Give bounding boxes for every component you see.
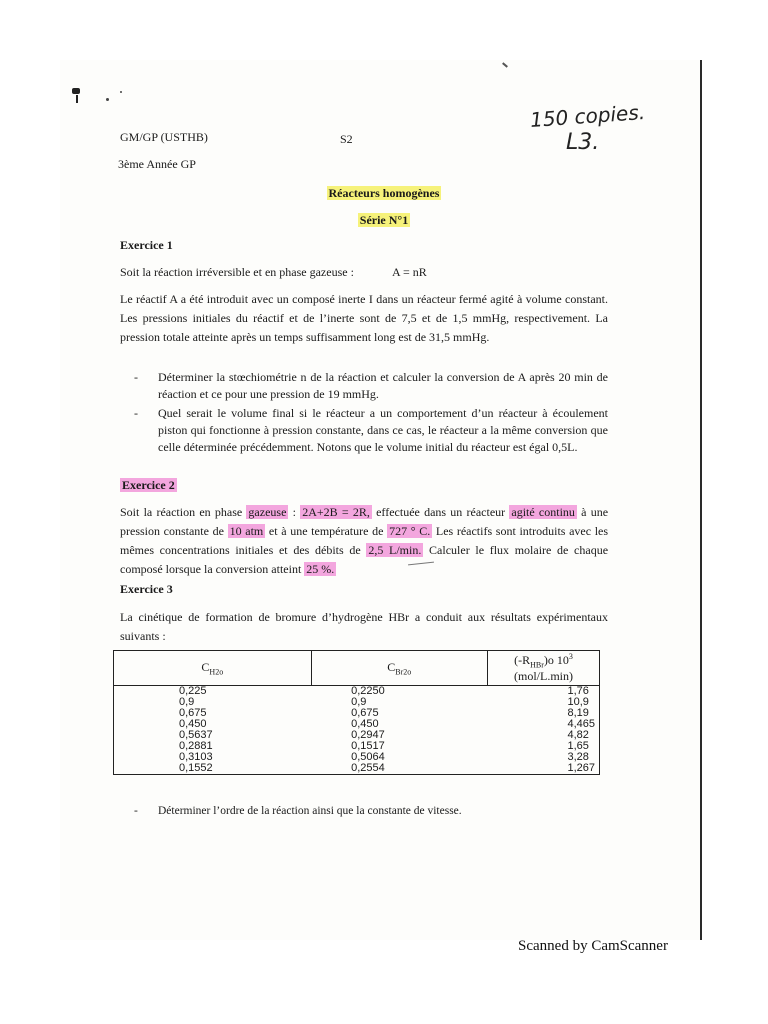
- highlight-gazeuse: gazeuse: [248, 505, 287, 519]
- page-title: Réacteurs homogènes: [328, 186, 440, 200]
- table-cell: 1,76: [567, 685, 589, 698]
- exercise3-question: [120, 803, 608, 822]
- table-cell: 10,9: [567, 696, 589, 709]
- table-cell: 0,3103: [179, 751, 213, 764]
- table-cell: 0,2881: [179, 740, 213, 753]
- semester-label: S2: [340, 132, 353, 146]
- highlight-conversion: 25 %.: [306, 562, 335, 576]
- table-cell: 0,1517: [351, 740, 385, 753]
- highlight-flow-rate: 2,5 L/min.: [368, 543, 422, 557]
- exercise3-question-item: - Déterminer l’ordre de la réaction ainsi que la constante de vitesse.: [134, 805, 462, 817]
- table-cell: 1,267: [567, 762, 595, 775]
- exercise2-heading: Exercice 2: [122, 478, 175, 492]
- table-cell: 0,1552: [179, 762, 213, 775]
- table-cell: 0,450: [179, 718, 207, 731]
- exercise1-questions: [120, 369, 608, 458]
- exercise1-question-1: - Déterminer la stœchiométrie n de la réaction et calculer la conversion de A après 20 min de réaction et ce pour une pression de 19 mmHg.: [134, 370, 608, 401]
- table-cell: 0,225: [179, 685, 207, 698]
- table-cell: 0,675: [351, 707, 379, 720]
- exercise3-paragraph: La cinétique de formation de bromure d’hydrogène HBr a conduit aux résultats expérimentaux suivants :: [120, 610, 608, 643]
- exercise1-heading: Exercice 1: [120, 238, 173, 252]
- highlight-pressure: 10 atm: [229, 524, 264, 538]
- scan-mark: [72, 88, 80, 94]
- exercise1-question-2: - Quel serait le volume final si le réacteur a un comportement d’un réacteur à écoulement piston qui fonctionne à pression constante, dans ce cas, le réacteur a la même conversion que celle déterminée précédemment. Notons que le volume initial du réacteur est égal 0,5L.: [134, 406, 608, 454]
- table-cell: 0,9: [179, 696, 195, 709]
- exercise2-paragraph: Soit la réaction en phase gazeuse : 2A+2B = 2R, effectuée dans un réacteur agité continu à une pression constante de 10 atm et à une température de 727 ° C. Les réactifs sont introduits avec les mêmes concentrations initiales et des débits de 2,5 L/min. Calculer le flux molaire de chaque composé lorsque la conversion atteint 25 %.: [120, 505, 609, 576]
- handwritten-note-copies: 150 copies.: [529, 100, 646, 132]
- scan-mark: [76, 95, 78, 103]
- table-cell: 0,450: [351, 718, 379, 731]
- table-row: [114, 763, 600, 775]
- table-cell: 8,19: [567, 707, 589, 720]
- institution-label: GM/GP (USTHB): [120, 130, 208, 144]
- column-header-ch2o: $C_{H2o}$: [114, 651, 312, 686]
- results-table: [113, 650, 600, 775]
- table-cell: 0,2250: [351, 685, 385, 698]
- table-cell: 0,5637: [179, 729, 213, 742]
- results-table-wrapper: [113, 650, 600, 775]
- scan-mark: [120, 91, 122, 93]
- highlight-equation: 2A+2B = 2R,: [302, 505, 370, 519]
- table-cell: 0,5064: [351, 751, 385, 764]
- highlight-reactor-type: agité continu: [511, 505, 575, 519]
- table-cell: 0,675: [179, 707, 207, 720]
- handwritten-note-level: L3.: [566, 130, 600, 155]
- exercise1-paragraph: Le réactif A a été introduit avec un composé inerte I dans un réacteur fermé agité à volume constant. Les pressions initiales du réactif et de l’inerte sont de 7,5 et de 1,5 mmHg, respectivement. La pression totale atteinte après un temps suffisamment long est de 31,5 mmHg.: [120, 292, 608, 344]
- exercise3-heading: Exercice 3: [120, 582, 173, 596]
- column-header-rate: $(-R_{HBr})o$ $10^3$ (mol/L.min): [487, 651, 599, 686]
- table-header-row: [114, 651, 600, 686]
- exercise1-reaction-intro: Soit la réaction irréversible et en phase gazeuse :: [120, 265, 354, 279]
- table-cell: 3,28: [567, 751, 589, 764]
- table-cell: 4,82: [567, 729, 589, 742]
- table-cell: 0,9: [351, 696, 367, 709]
- table-cell: 4,465: [567, 718, 595, 731]
- exercise1-reaction-equation: A = nR: [392, 265, 427, 279]
- table-cell: 0,2947: [351, 729, 385, 742]
- highlight-temperature: 727 ° C.: [389, 524, 431, 538]
- year-label: 3ème Année GP: [118, 157, 196, 171]
- series-title: Série N°1: [359, 213, 409, 227]
- column-header-cbr2o: $C_{Br2o}$: [311, 651, 487, 686]
- scanner-watermark: Scanned by CamScanner: [518, 938, 668, 954]
- table-cell: 0,2554: [351, 762, 385, 775]
- scan-mark: [106, 98, 109, 101]
- table-cell: 1,65: [567, 740, 589, 753]
